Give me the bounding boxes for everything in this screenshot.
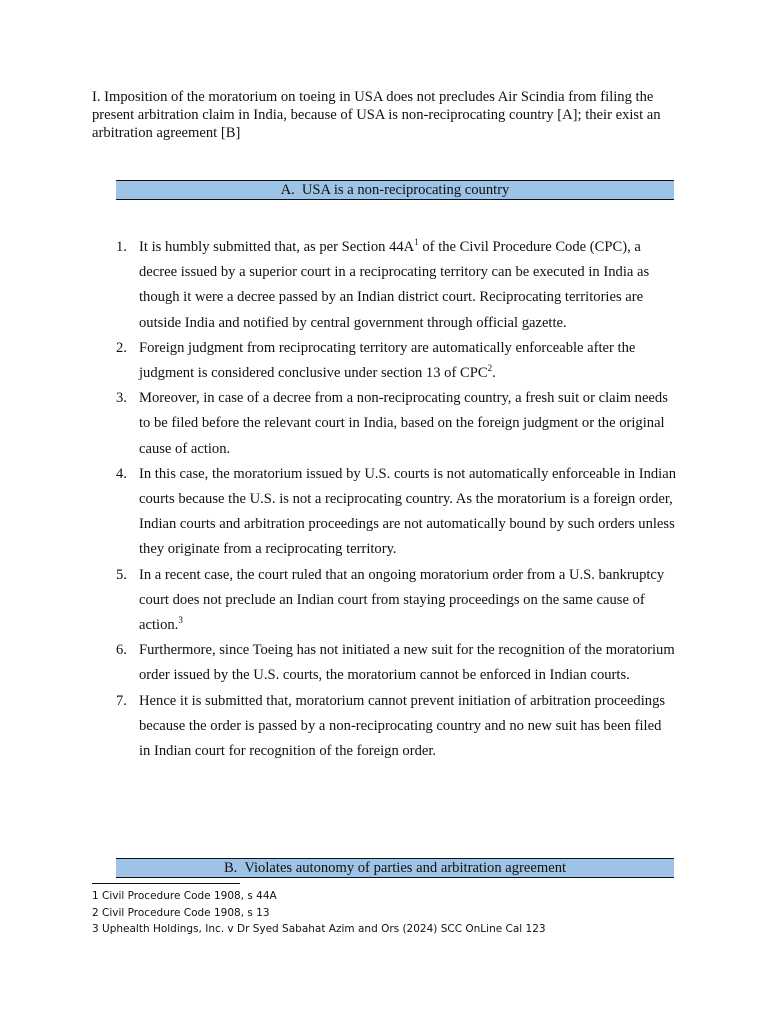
point-text: Moreover, in case of a decree from a non-reciprocating country, a fresh suit or claim needs to be filed before the relevant court in India, based on the foreign judgment or the original cause of action. [139,390,668,457]
list-item [116,462,676,563]
point-text: Hence it is submitted that, moratorium cannot prevent initiation of arbitration proceedings because the order is passed by a non-reciprocating country and no new suit has been filed in Indian court for recognition of the foreign order. [139,692,666,760]
footnote-ref-3[interactable]: 3 [178,615,183,626]
point-text [139,235,676,336]
footnote-1: 1 Civil Procedure Code 1908, s 44A [92,890,277,902]
point-number: 1. [116,239,127,255]
footnote-ref-1[interactable]: 1 [414,237,419,248]
point-number: 3. [116,390,127,407]
footnotes [92,888,692,938]
footnote-3: 3 Uphealth Holdings, Inc. v Dr Syed Sabahat Azim and Ors (2024) SCC OnLine Cal 123 [92,923,546,935]
point-text [139,336,676,386]
point-text-part: Foreign judgment from reciprocating territory are automatically enforceable after the judgment is considered conclusive under section 13 of CPC [139,339,636,382]
point-text: Furthermore, since Toeing has not initiated a new suit for the recognition of the moratorium order issued by the U.S. courts, the moratorium cannot be enforced in Indian courts. [139,642,675,684]
section-a-title: USA is a non-reciprocating country [301,182,510,198]
point-number: 2. [116,339,127,356]
point-number: 4. [116,465,127,482]
list-item [116,638,676,688]
point-text: In this case, the moratorium issued by U.S. courts is not automatically enforceable in Indian courts because the U.S. is not a reciprocating country. As the moratorium is a foreign order, Indian courts and arbitration proceedings are not automatically bound by such orders unless they originate from a reciprocating territory. [139,465,676,558]
section-a-letter: A. [280,182,295,198]
point-number: 5. [116,566,127,583]
list-item [116,336,676,386]
list-item [116,235,676,336]
list-item [116,689,676,765]
point-text-part: of the Civil Procedure Code (CPC), a decree issued by a superior court in a reciprocating territory can be executed in India as though it were a decree passed by an Indian district court. Reciprocating territories are outside India and notified by central government through official gazette. [139,239,650,331]
footnote-2: 2 Civil Procedure Code 1908, s 13 [92,906,270,919]
list-item [116,386,676,462]
point-number: 7. [116,692,127,709]
point-text-part: In a recent case, the court ruled that an ongoing moratorium order from a U.S. bankruptcy court does not preclude an Indian court from staying proceedings on the same cause of action. [139,566,665,634]
section-b-letter: B. [223,860,238,876]
section-a-heading [116,180,674,200]
list-item [116,563,676,639]
intro-paragraph: I. Imposition of the moratorium on toeing in USA does not precludes Air Scindia from filing the present arbitration claim in India, because of USA is non-reciprocating country [A]; their exist an arbitration agreement [B] [92,89,661,141]
point-text [139,563,676,639]
point-number: 6. [116,642,127,659]
footnote-ref-2[interactable]: 2 [487,363,493,374]
point-text-part: . [492,365,496,382]
section-b-heading [116,858,674,878]
submission-points-list [116,235,676,764]
footnote-divider [92,883,240,884]
section-b-title: Violates autonomy of parties and arbitration agreement [244,860,567,876]
point-text-part: It is humbly submitted that, as per Section 44A [139,239,415,255]
